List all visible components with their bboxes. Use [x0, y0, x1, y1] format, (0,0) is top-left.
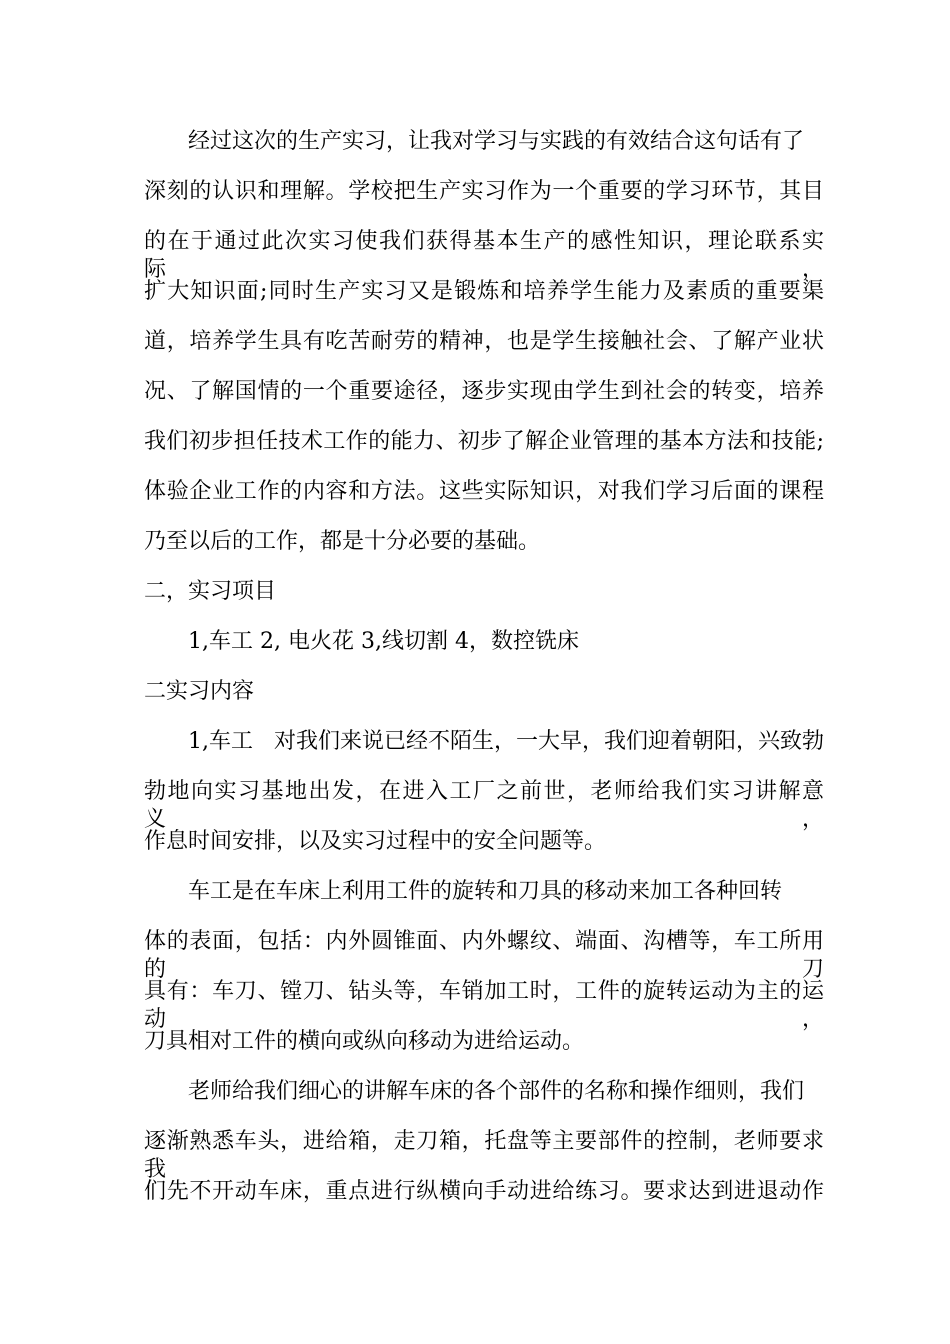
paragraph-1-line-3: 的在于通过此次实习使我们获得基本生产的感性知识，理论联系实际，: [144, 229, 824, 282]
lathe-description-line-3: 具有：车刀、镗刀、钻头等，车销加工时，工件的旋转运动为主的运动，: [144, 979, 824, 1032]
teacher-explanation-line-3: 们先不开动车床，重点进行纵横向手动进给练习。要求达到进退动作: [144, 1179, 824, 1204]
lathe-intro-line-2: 勃地向实习基地出发，在进入工厂之前世，老师给我们实习讲解意义，: [144, 779, 824, 832]
teacher-explanation-line-2: 逐渐熟悉车头，进给箱，走刀箱，托盘等主要部件的控制，老师要求我: [144, 1129, 824, 1182]
lathe-intro-line-1: 1,车工 对我们来说已经不陌生，一大早，我们迎着朝阳，兴致勃: [188, 729, 824, 754]
teacher-explanation-line-1: 老师给我们细心的讲解车床的各个部件的名称和操作细则，我们: [188, 1079, 805, 1104]
paragraph-1-line-5: 道，培养学生具有吃苦耐劳的精神，也是学生接触社会、了解产业状: [144, 329, 824, 354]
lathe-description-line-1: 车工是在车床上利用工件的旋转和刀具的移动来加工各种回转: [188, 879, 783, 904]
paragraph-1-line-2: 深刻的认识和理解。学校把生产实习作为一个重要的学习环节，其目: [144, 179, 824, 204]
lathe-intro-line-3: 作息时间安排，以及实习过程中的安全问题等。: [144, 829, 607, 854]
paragraph-1-line-9: 乃至以后的工作，都是十分必要的基础。: [144, 529, 541, 554]
paragraph-1-line-7: 我们初步担任技术工作的能力、初步了解企业管理的基本方法和技能;: [144, 429, 824, 454]
section-heading-practice-content: 二实习内容: [144, 679, 255, 704]
paragraph-1-line-6: 况、了解国情的一个重要途径，逐步实现由学生到社会的转变，培养: [144, 379, 824, 404]
paragraph-1-line-4: 扩大知识面;同时生产实习又是锻炼和培养学生能力及素质的重要渠: [144, 279, 824, 304]
lathe-description-line-4: 刀具相对工件的横向或纵向移动为进给运动。: [144, 1029, 585, 1054]
lathe-description-line-2: 体的表面，包括：内外圆锥面、内外螺纹、端面、沟槽等，车工所用的刀: [144, 929, 824, 982]
paragraph-1-line-8: 体验企业工作的内容和方法。这些实际知识，对我们学习后面的课程: [144, 479, 824, 504]
section-heading-practice-items: 二，实习项目: [144, 579, 277, 604]
paragraph-1-line-1: 经过这次的生产实习，让我对学习与实践的有效结合这句话有了: [188, 129, 805, 154]
practice-items-list: 1,车工 2, 电火花 3,线切割 4，数控铣床: [188, 629, 579, 654]
